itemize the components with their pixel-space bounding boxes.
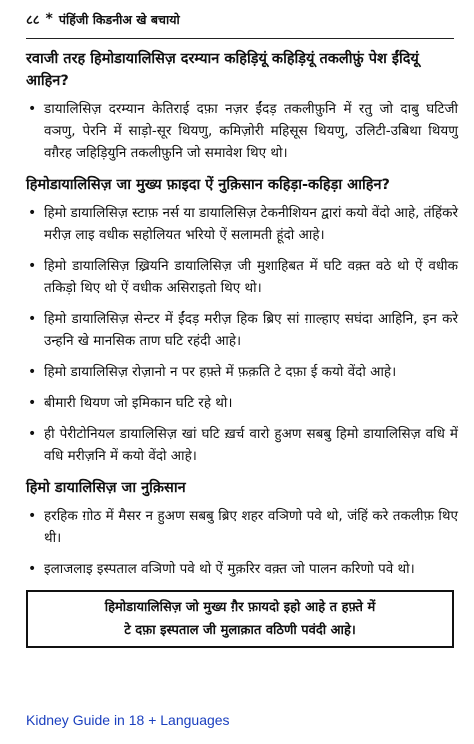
list-item [26, 505, 458, 549]
list-item [26, 98, 458, 164]
list-item [26, 255, 458, 299]
bullet-icon: • [28, 258, 37, 274]
section-heading-disadvantages: हिमो डायालिसिज़ जा नुक़िसान [26, 480, 186, 496]
list-item-text: डायालिसिज़ दरम्यान केतिराई दफ़ा नज़र ईंदड़ तकलीफ़ुनि में रतु जो दाबु घटिजी वञणु, पेरनि में साड़ो-सूर थियणु, कमिज़ोरी महिसूस थियणु, उलिटी-उबिथा थियणु वग़ैरह जहिड़ियुनि तकलीफ़ुनि जो समावेश थिए थो। [44, 101, 458, 161]
bullet-icon: • [28, 364, 37, 380]
bullet-icon: • [28, 508, 37, 524]
list-item-text: हिमो डायालिसिज़ सेन्टर में ईंदड़ मरीज़ हिक ब्रिए सां ग़ाल्हाए सघंदा आहिनि, इन करे उन्हनि खे मानसिक ताण घटि रहंदी आहे। [44, 311, 458, 349]
header-rule [26, 38, 454, 39]
list-item-text: हरहिक ग़ोठ में मैसर न हुअण सबबु ब्रिए शहर वञिणो पवे थो, जंहिं करे तकलीफ़ थिए थी। [44, 508, 458, 546]
bullet-icon: • [28, 561, 37, 577]
boxed-note-line: टे दफ़ा इस्पताल जी मुलाक़ात वठिणी पवंदी आहे। [124, 623, 356, 638]
bullet-icon: • [28, 205, 37, 221]
list-item [26, 361, 458, 383]
boxed-note [26, 590, 454, 648]
list-item-text: हिमो डायालिसिज़ स्टाफ़ नर्स या डायालिसिज़ टेकनीशियन द्वारां कयो वेंदो आहे, तंहिंकरे मरीज़ लाइ वधीक सहोलियत भरियो ऐं सलामती हूंदो आहे। [44, 205, 458, 243]
boxed-note-line: हिमोडायालिसिज़ जो मुख्य ग़ैर फ़ायदो इहो आहे त हफ़्ते में [104, 600, 376, 615]
footer-text: Kidney Guide in 18 + Languages [26, 712, 230, 728]
bullet-icon: • [28, 426, 37, 442]
section-heading-pros-cons: हिमोडायालिसिज़ जा मुख्य फ़ाइदा ऐं नुक़िसान कहिड़ा-कहिड़ा आहिन? [26, 177, 390, 193]
list-item [26, 308, 458, 352]
section-heading-problems: रवाजी तरह हिमोडायालिसिज़ दरम्यान कहिड़ियूं कहिड़ियूं तकलीफ़ुं पेश ईंदियूं आहिन? [26, 51, 419, 89]
page-header [26, 6, 180, 32]
list-item [26, 202, 458, 246]
disadvantages-list [26, 505, 458, 580]
page-number: ८८ [26, 13, 40, 28]
star-separator: * [45, 11, 53, 27]
list-item-text: इलाजलाइ इस्पताल वञिणो पवे थो ऐं मुक़रिर वक़्त जो पालन करिणो पवे थो। [44, 561, 415, 577]
list-item [26, 423, 458, 467]
list-item-text: बीमारी थियण जो इमिकान घटि रहे थो। [44, 395, 233, 411]
page-content [26, 48, 458, 648]
list-item-text: ही पेरीटोनियल डायालिसिज़ खां घटि ख़र्च वारो हुअण सबबु हिमो डायालिसिज़ वधि में वधि मरीज़नि में कयो वेंदो आहे। [44, 426, 458, 464]
list-item-text: हिमो डायालिसिज़ रोज़ानो न पर हफ़्ते में फ़क़ति टे दफ़ा ई कयो वेंदो आहे। [44, 364, 397, 380]
list-item [26, 392, 458, 414]
advantages-list [26, 202, 458, 467]
list-item [26, 558, 458, 580]
bullet-icon: • [28, 311, 37, 327]
book-title: पंहिंजी किडनीअ खे बचायो [58, 11, 180, 27]
bullet-icon: • [28, 395, 37, 411]
list-item-text: हिमो डायालिसिज़ ख़्रियनि डायालिसिज़ जी मुशाहिबत में घटि वक़्त वठे थो ऐं वधीक तकिड़ो थिए थो ऐं वधीक असिराइतो थिए थो। [44, 258, 458, 296]
problems-list [26, 98, 458, 164]
bullet-icon: • [28, 101, 37, 117]
